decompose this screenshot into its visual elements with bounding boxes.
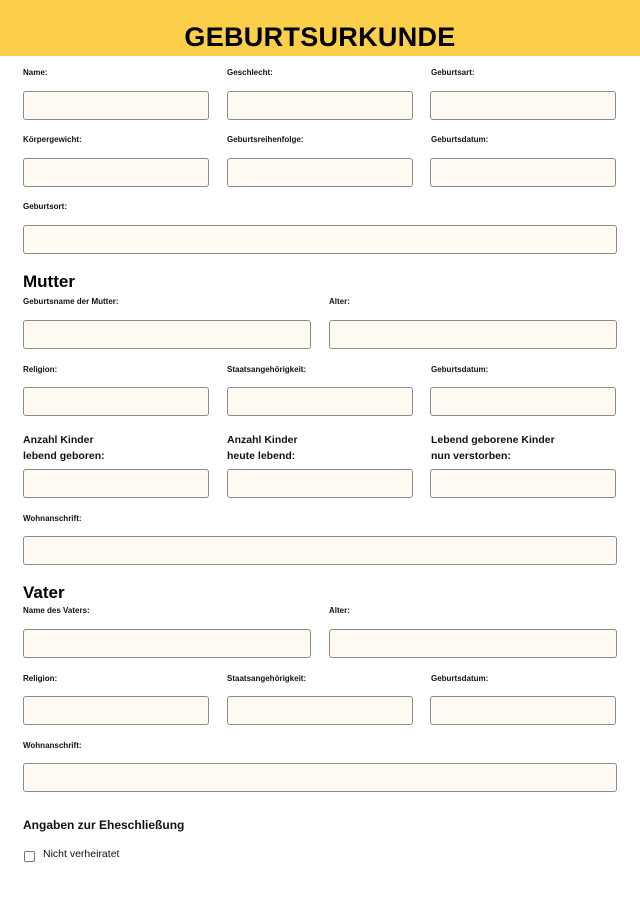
header-banner: [0, 0, 640, 56]
father-birth-date-label: Geburtsdatum:: [431, 674, 489, 683]
name-label: Name:: [23, 68, 48, 77]
born-alive-now-deceased-label-line2: nun verstorben:: [431, 450, 511, 462]
children-born-alive-label-line1: Anzahl Kinder: [23, 434, 94, 446]
born-alive-now-deceased-field[interactable]: [430, 469, 616, 498]
gender-label: Geschlecht:: [227, 68, 273, 77]
father-religion-label: Religion:: [23, 674, 58, 683]
birth-date-field[interactable]: [430, 158, 616, 187]
father-age-label: Alter:: [329, 606, 350, 615]
not-married-label: Nicht verheiratet: [43, 848, 120, 860]
father-nationality-label: Staatsangehörigkeit:: [227, 674, 307, 683]
birth-type-label: Geburtsart:: [431, 68, 475, 77]
children-born-alive-label: [23, 432, 105, 464]
mother-birth-date-field[interactable]: [430, 387, 616, 416]
father-age-field[interactable]: [329, 629, 617, 658]
mother-nationality-label: Staatsangehörigkeit:: [227, 365, 307, 374]
mother-birth-date-label: Geburtsdatum:: [431, 365, 489, 374]
mother-religion-field[interactable]: [23, 387, 209, 416]
mother-address-label: Wohnanschrift:: [23, 514, 82, 523]
not-married-checkbox[interactable]: [24, 851, 35, 862]
father-address-field[interactable]: [23, 763, 617, 792]
born-alive-now-deceased-label: [431, 432, 555, 464]
mother-age-label: Alter:: [329, 297, 350, 306]
children-alive-today-label-line1: Anzahl Kinder: [227, 434, 298, 446]
birth-date-label: Geburtsdatum:: [431, 135, 489, 144]
mother-age-field[interactable]: [329, 320, 617, 349]
born-alive-now-deceased-label-line1: Lebend geborene Kinder: [431, 434, 555, 446]
page-title: GEBURTSURKUNDE: [184, 22, 456, 52]
mother-maiden-name-field[interactable]: [23, 320, 311, 349]
mother-nationality-field[interactable]: [227, 387, 413, 416]
marriage-heading: Angaben zur Eheschließung: [23, 818, 185, 832]
children-born-alive-label-line2: lebend geboren:: [23, 450, 105, 462]
weight-field[interactable]: [23, 158, 209, 187]
father-religion-field[interactable]: [23, 696, 209, 725]
children-born-alive-field[interactable]: [23, 469, 209, 498]
father-name-label: Name des Vaters:: [23, 606, 90, 615]
name-field[interactable]: [23, 91, 209, 120]
father-nationality-field[interactable]: [227, 696, 413, 725]
mother-religion-label: Religion:: [23, 365, 58, 374]
birth-type-field[interactable]: [430, 91, 616, 120]
father-heading: Vater: [23, 583, 65, 602]
children-alive-today-label-line2: heute lebend:: [227, 450, 296, 462]
mother-maiden-name-label: Geburtsname der Mutter:: [23, 297, 119, 306]
children-alive-today-field[interactable]: [227, 469, 413, 498]
birth-place-label: Geburtsort:: [23, 202, 67, 211]
birth-place-field[interactable]: [23, 225, 617, 254]
father-name-field[interactable]: [23, 629, 311, 658]
weight-label: Körpergewicht:: [23, 135, 82, 144]
father-birth-date-field[interactable]: [430, 696, 616, 725]
father-address-label: Wohnanschrift:: [23, 741, 82, 750]
children-alive-today-label: [227, 432, 298, 464]
gender-field[interactable]: [227, 91, 413, 120]
mother-address-field[interactable]: [23, 536, 617, 565]
mother-heading: Mutter: [23, 272, 75, 291]
birth-order-label: Geburtsreihenfolge:: [227, 135, 304, 144]
birth-order-field[interactable]: [227, 158, 413, 187]
